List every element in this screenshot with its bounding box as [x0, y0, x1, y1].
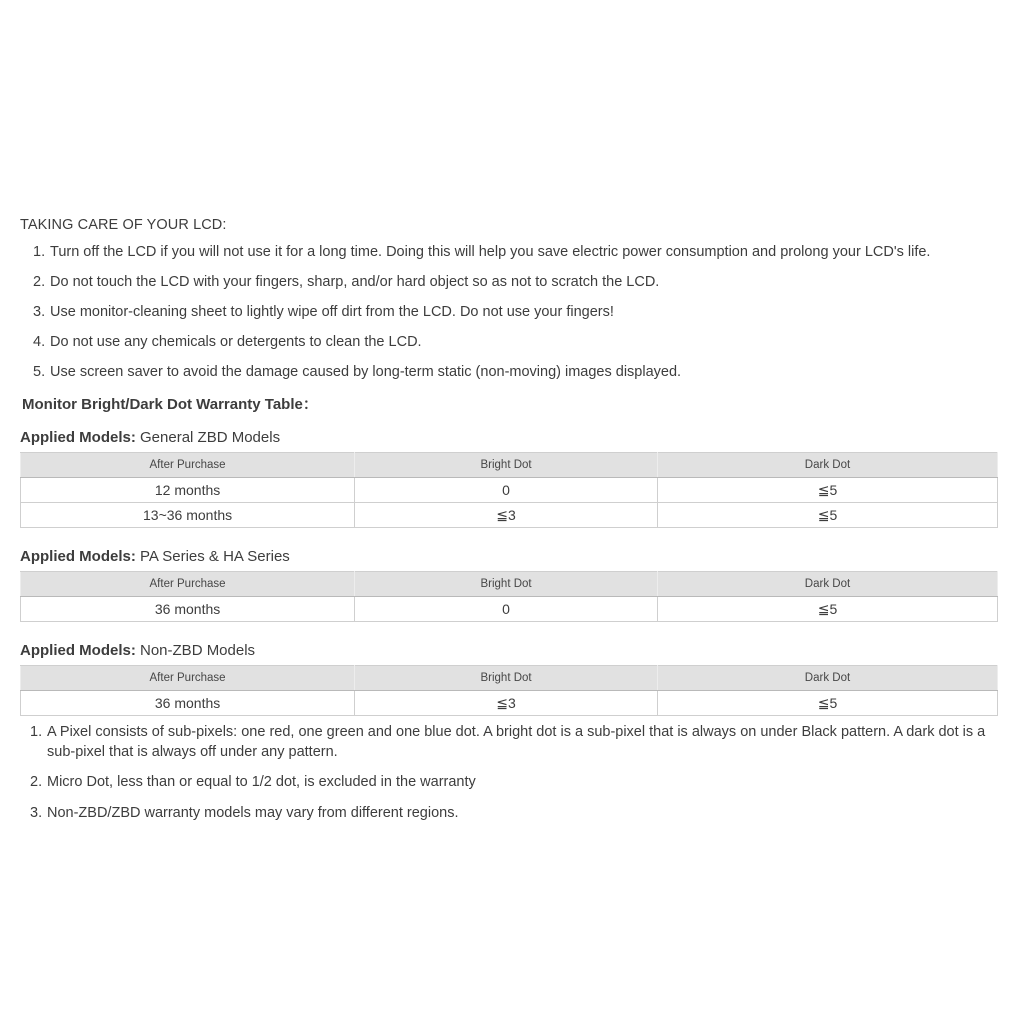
cell-after-purchase: 36 months [21, 597, 355, 622]
applied-models-label-bold: Applied Models: [20, 548, 136, 565]
warranty-section-general-zbd [20, 429, 998, 528]
list-item [20, 362, 998, 382]
footnote-text: A Pixel consists of sub-pixels: one red, one green and one blue dot. A bright dot is a sub-pixel that is always on under Black pattern. A dark dot is a sub-pixel that is always off under any pattern. [47, 724, 986, 760]
warranty-table [20, 665, 998, 716]
list-item-text: Turn off the LCD if you will not use it for a long time. Doing this will help you save electric power consumption and prolong your LCD's life. [50, 244, 931, 260]
applied-models-label-bold: Applied Models: [20, 429, 136, 446]
warranty-table [20, 571, 998, 622]
list-item-number: 4. [33, 334, 46, 350]
column-header-dark-dot: Dark Dot [657, 572, 997, 597]
cell-after-purchase: 13~36 months [21, 503, 355, 528]
page-content [20, 218, 998, 834]
footnotes-list [20, 723, 998, 823]
cell-dark-dot: ≦5 [657, 691, 997, 716]
cell-after-purchase: 12 months [21, 478, 355, 503]
applied-models-label [20, 548, 998, 566]
column-header-dark-dot: Dark Dot [657, 453, 997, 478]
footnote-text: Micro Dot, less than or equal to 1/2 dot, is excluded in the warranty [47, 774, 476, 790]
list-item-text: Use monitor-cleaning sheet to lightly wipe off dirt from the LCD. Do not use your fingers! [50, 304, 614, 320]
footnote-number: 2. [30, 774, 43, 790]
list-item [20, 302, 998, 322]
column-header-bright-dot: Bright Dot [355, 666, 658, 691]
footnote-number: 3. [30, 804, 43, 821]
list-item [20, 242, 998, 262]
table-row [21, 691, 998, 716]
footnote [20, 723, 998, 762]
applied-models-label-rest: PA Series & HA Series [135, 548, 290, 565]
footnote-number: 1. [30, 724, 43, 740]
list-item-text: Use screen saver to avoid the damage caused by long-term static (non-moving) images displayed. [50, 364, 682, 380]
applied-models-label-rest: General ZBD Models [135, 429, 281, 446]
cell-bright-dot: ≦3 [355, 503, 658, 528]
table-row [21, 478, 998, 503]
table-row [21, 597, 998, 622]
table-row [21, 503, 998, 528]
list-item [20, 332, 998, 352]
list-item-number: 5. [33, 364, 46, 380]
applied-models-label-rest: Non-ZBD Models [135, 642, 256, 659]
table-header-row [21, 572, 998, 597]
list-item [20, 272, 998, 292]
cell-dark-dot: ≦5 [657, 503, 997, 528]
applied-models-label-bold: Applied Models: [20, 642, 136, 659]
warranty-table [20, 452, 998, 528]
footnote [20, 804, 998, 824]
column-header-dark-dot: Dark Dot [657, 666, 997, 691]
cell-dark-dot: ≦5 [657, 478, 997, 503]
column-header-after-purchase: After Purchase [21, 666, 355, 691]
list-item-number: 1. [33, 244, 46, 260]
care-instructions-list [20, 242, 998, 382]
list-item-number: 3. [33, 304, 46, 320]
column-header-bright-dot: Bright Dot [355, 453, 658, 478]
warranty-section-non-zbd [20, 642, 998, 716]
cell-bright-dot: 0 [355, 478, 658, 503]
warranty-section-pa-ha [20, 548, 998, 622]
footnote-text: Non-ZBD/ZBD warranty models may vary from different regions. [47, 804, 459, 821]
cell-bright-dot: ≦3 [355, 691, 658, 716]
table-header-row [21, 666, 998, 691]
column-header-bright-dot: Bright Dot [355, 572, 658, 597]
cell-bright-dot: 0 [355, 597, 658, 622]
table-header-row [21, 453, 998, 478]
applied-models-label [20, 642, 998, 660]
applied-models-label [20, 429, 998, 447]
cell-after-purchase: 36 months [21, 691, 355, 716]
care-section-title: TAKING CARE OF YOUR LCD: [20, 217, 227, 233]
warranty-table-heading: Monitor Bright/Dark Dot Warranty Table： [22, 396, 318, 413]
footnote [20, 773, 998, 793]
column-header-after-purchase: After Purchase [21, 453, 355, 478]
column-header-after-purchase: After Purchase [21, 572, 355, 597]
list-item-text: Do not touch the LCD with your fingers, sharp, and/or hard object so as not to scratch the LCD. [50, 274, 660, 290]
list-item-number: 2. [33, 274, 46, 290]
cell-dark-dot: ≦5 [657, 597, 997, 622]
list-item-text: Do not use any chemicals or detergents to clean the LCD. [50, 334, 422, 350]
